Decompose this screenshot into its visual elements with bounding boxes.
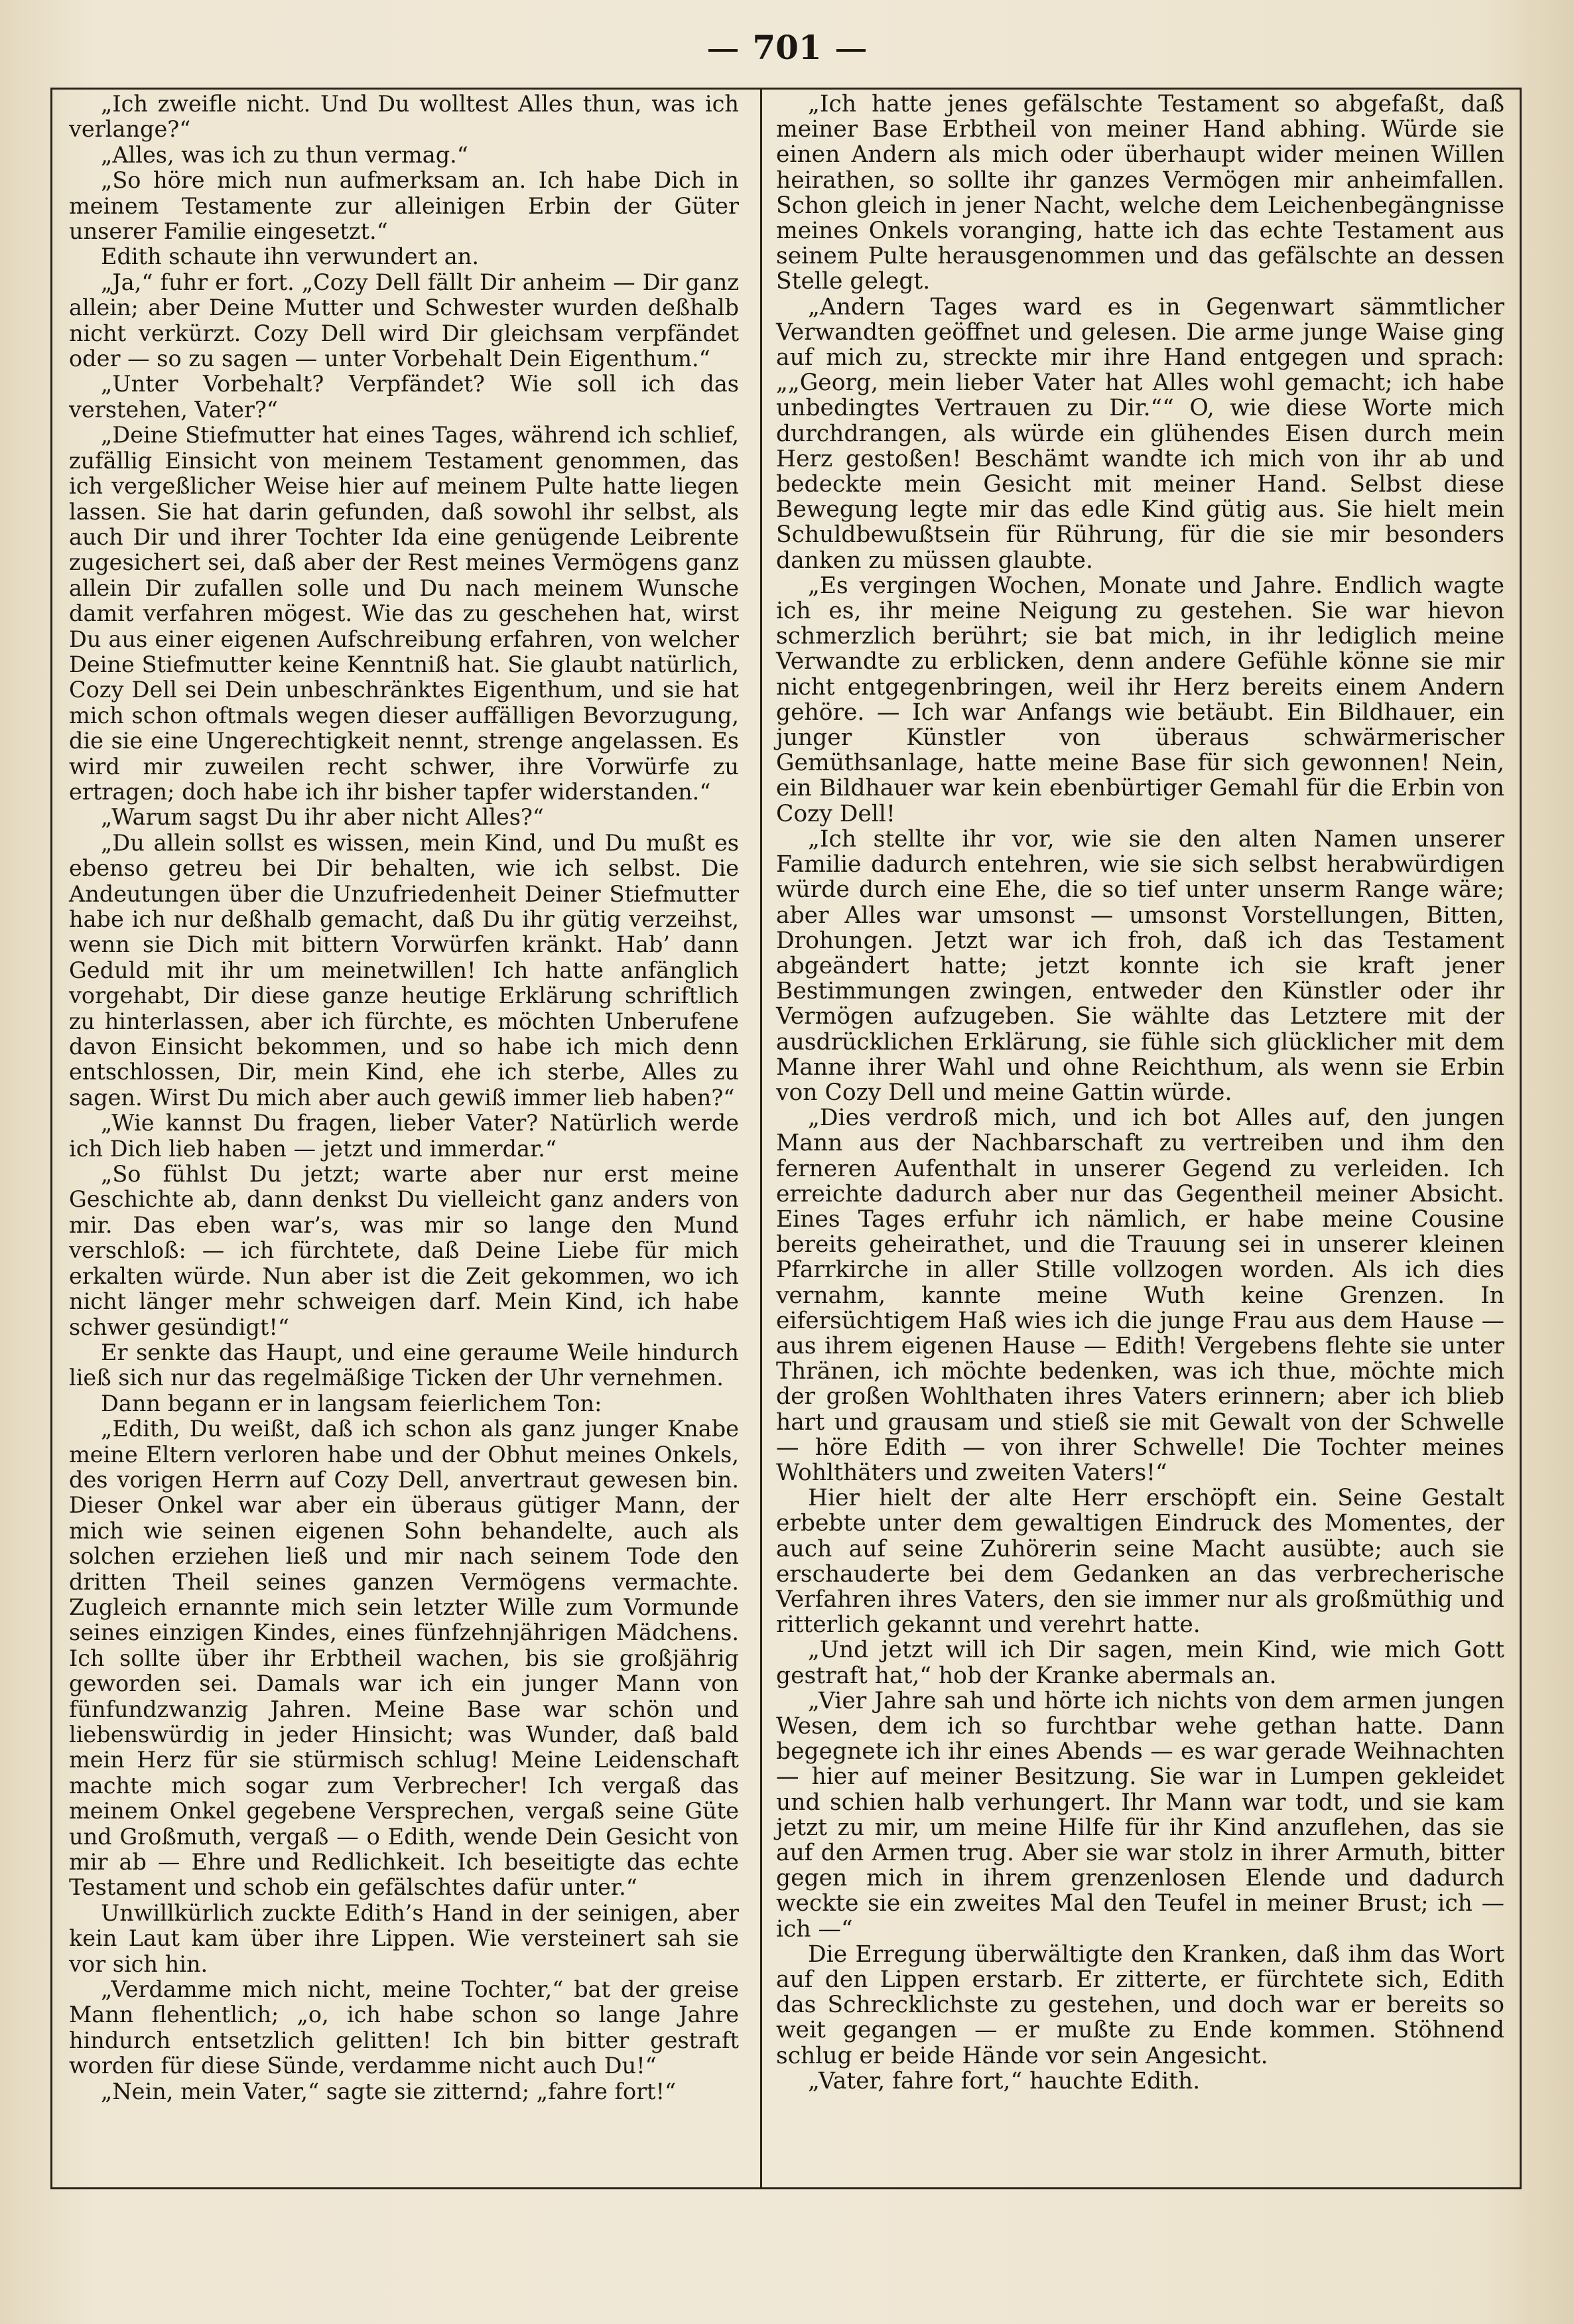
paragraph: „So höre mich nun aufmerksam an. Ich habe Dich in meinem Testamente zur alleinigen Erbin der Güter unserer Familie eingesetzt.“ [69,167,739,245]
column-divider [760,88,762,2189]
paragraph: „Alles, was ich zu thun vermag.“ [101,141,468,168]
page-number: 701 [752,28,822,67]
paragraph: „Vier Jahre sah und hörte ich nichts von dem armen jungen Wesen, dem ich so furchtbar wehe gethan hatte. Dann begegnete ich ihr eines Abends — es war gerade Weihnachten — hier auf meiner Besitzung. Sie war in Lumpen gekleidet und schien halb verhungert. Ihr Mann war todt, und sie kam jetzt zu mir, um meine Hilfe für ihr Kind anzuflehen, das sie auf den Armen trug. Aber sie war stolz in ihrer Armuth, bitter gegen mich in ihrem grenzenlosen Elende und dadurch weckte sie ein zweites Mal den Teufel in meiner Brust; ich — ich —“ [776,1687,1504,1943]
paragraph: „Unter Vorbehalt? Verpfändet? Wie soll ich das verstehen, Vater?“ [69,371,739,423]
paragraph: „Warum sagst Du ihr aber nicht Alles?“ [101,804,544,831]
right-column [776,92,1504,2094]
paragraph: Hier hielt der alte Herr erschöpft ein. Seine Gestalt erbebte unter dem gewaltigen Eindruck des Momentes, der auch auf seine Zuhörerin seine Macht ausübte; auch sie erschauderte bei dem Gedanken an das verbrecherische Verfahren ihres Vaters, den sie immer nur als großmüthig und ritterlich gekannt und verehrt hatte. [776,1485,1504,1639]
paragraph: „So fühlst Du jetzt; warte aber nur erst meine Geschichte ab, dann denkst Du vielleicht ganz anders von mir. Das eben war’s, was mir so lange den Mund verschloß: — ich fürchtete, daß Deine Liebe für mich erkalten würde. Nun aber ist die Zeit gekommen, wo ich nicht länger mehr schweigen darf. Mein Kind, ich habe schwer gesündigt!“ [69,1161,739,1340]
paragraph: „Andern Tages ward es in Gegenwart sämmtlicher Verwandten geöffnet und gelesen. Die arme junge Waise ging auf mich zu, streckte mir ihre Hand entgegen und sprach: „„Georg, mein lieber Vater hat Alles wohl gemacht; ich habe unbedingtes Vertrauen zu Dir.““ O, wie diese Worte mich durchdrangen, als würde ein glühendes Eisen durch mein Herz gestoßen! Beschämt wandte ich mich von ihr ab und bedeckte mein Gesicht mit meiner Hand. Selbst diese Bewegung legte mir das edle Kind gütig aus. Sie hielt mein Schuldbewußtsein für Rührung, für die sie mir besonders danken zu müssen glaubte. [776,293,1504,574]
paragraph: Dann begann er in langsam feierlichem Ton: [101,1390,602,1416]
paragraph: „Ich zweifle nicht. Und Du wolltest Alles thun, was ich verlange?“ [69,91,739,143]
left-column [69,92,739,2104]
paragraph: „Verdamme mich nicht, meine Tochter,“ bat der greise Mann flehentlich; „o, ich habe schon so lange Jahre hindurch entsetzlich gelitten! Ich bin bitter gestraft worden für diese Sünde, verdamme nicht auch Du!“ [69,1976,739,2079]
header-dash-right [836,49,866,52]
paragraph: Edith schaute ihn verwundert an. [101,243,480,270]
paragraph: Er senkte das Haupt, und eine geraume Weile hindurch ließ sich nur das regelmäßige Ticken der Uhr vernehmen. [69,1339,739,1391]
paragraph: „Ich hatte jenes gefälschte Testament so abgefaßt, daß meiner Base Erbtheil von meiner Hand abhing. Würde sie einen Andern als mich oder überhaupt wider meinen Willen heirathen, so sollte ihr ganzes Vermögen mir anheimfallen. Schon gleich in jener Nacht, welche dem Leichenbegängnisse meines Onkels voranging, hatte ich das echte Testament aus seinem Pulte herausgenommen und das gefälschte an dessen Stelle gelegt. [776,91,1504,295]
paragraph: „Wie kannst Du fragen, lieber Vater? Natürlich werde ich Dich lieb haben — jetzt und immerdar.“ [69,1110,739,1162]
page-header [0,15,1574,81]
paragraph: „Du allein sollst es wissen, mein Kind, und Du mußt es ebenso getreu bei Dir behalten, wie ich selbst. Die Andeutungen über die Unzufriedenheit Deiner Stiefmutter habe ich nur deßhalb gemacht, daß Du ihr gütig verzeihst, wenn sie Dich mit bittern Vorwürfen kränkt. Hab’ dann Geduld mit ihr um meinetwillen! Ich hatte anfänglich vorgehabt, Dir diese ganze heutige Erklärung schriftlich zu hinterlassen, aber ich fürchte, es möchten Unberufene davon Einsicht bekommen, und so habe ich mich denn entschlossen, Dir, mein Kind, ehe ich sterbe, Alles zu sagen. Wirst Du mich aber auch gewiß immer lieb haben?“ [69,829,739,1111]
paragraph: „Und jetzt will ich Dir sagen, mein Kind, wie mich Gott gestraft hat,“ hob der Kranke abermals an. [776,1637,1504,1689]
paragraph: Die Erregung überwältigte den Kranken, daß ihm das Wort auf den Lippen erstarb. Er zitterte, er fürchtete sich, Edith das Schrecklichste zu gestehen, und doch war er bereits so weit gegangen — er mußte zu Ende kommen. Stöhnend schlug er beide Hände vor sein Angesicht. [776,1941,1504,2069]
paragraph: „Edith, Du weißt, daß ich schon als ganz junger Knabe meine Eltern verloren habe und der Obhut meines Onkels, des vorigen Herrn auf Cozy Dell, anvertraut gewesen bin. Dieser Onkel war aber ein überaus gütiger Mann, der mich wie seinen eigenen Sohn behandelte, auch als solchen erziehen ließ und mir nach seinem Tode den dritten Theil seines ganzen Vermögens vermachte. Zugleich ernannte mich sein letzter Wille zum Vormunde seines einzigen Kindes, eines fünfzehnjährigen Mädchens. Ich sollte über ihr Erbtheil wachen, bis sie großjährig geworden sei. Damals war ich ein junger Mann von fünfundzwanzig Jahren. Meine Base war schön und liebenswürdig in jeder Hinsicht; was Wunder, daß bald mein Herz für sie stürmisch schlug! Meine Leidenschaft machte mich sogar zum Verbrecher! Ich vergaß das meinem Onkel gegebene Versprechen, vergaß seine Güte und Großmuth, vergaß — o Edith, wende Dein Gesicht von mir ab — Ehre und Redlichkeit. Ich beseitigte das echte Testament und schob ein gefälschtes dafür unter.“ [69,1416,739,1901]
header-dash-left [708,49,738,52]
paragraph: „Ich stellte ihr vor, wie sie den alten Namen unserer Familie dadurch entehren, wie sie sich selbst herabwürdigen würde durch eine Ehe, die so tief unter unserm Range wäre; aber Alles war umsonst — umsonst Vorstellungen, Bitten, Drohungen. Jetzt war ich froh, daß ich das Testament abgeändert hatte; jetzt konnte ich sie kraft jener Bestimmungen zwingen, entweder den Künstler oder ihr Vermögen aufzugeben. Sie wählte das Letztere mit der ausdrücklichen Erklärung, sie fühle sich glücklicher mit dem Manne ihrer Wahl und ohne Reichthum, als wenn sie Erbin von Cozy Dell und meine Gattin würde. [776,825,1504,1106]
paragraph: „Es vergingen Wochen, Monate und Jahre. Endlich wagte ich es, ihr meine Neigung zu gestehen. Sie war hievon schmerzlich berührt; sie bat mich, in ihr lediglich meine Verwandte zu erblicken, denn andere Gefühle könne sie mir nicht entgegenbringen, weil ihr Herz bereits einem Andern gehöre. — Ich war Anfangs wie betäubt. Ein Bildhauer, ein junger Künstler von überaus schwärmerischer Gemüthsanlage, hatte meine Base für sich gewonnen! Nein, ein Bildhauer war kein ebenbürtiger Gemahl für die Erbin von Cozy Dell! [776,572,1504,827]
paragraph: „Vater, fahre fort,“ hauchte Edith. [808,2067,1201,2094]
paragraph: Unwillkürlich zuckte Edith’s Hand in der seinigen, aber kein Laut kam über ihre Lippen. Wie versteinert sah sie vor sich hin. [69,1899,739,1977]
paragraph: „Nein, mein Vater,“ sagte sie zitternd; „fahre fort!“ [101,2078,677,2104]
paragraph: „Dies verdroß mich, und ich bot Alles auf, den jungen Mann aus der Nachbarschaft zu vertreiben und ihm den ferneren Aufenthalt in unserer Gegend zu verleiden. Ich erreichte dadurch aber nur das Gegentheil meiner Absicht. Eines Tages erfuhr ich nämlich, er habe meine Cousine bereits geheirathet, und die Trauung sei in unserer kleinen Pfarrkirche in aller Stille vollzogen worden. Als ich dies vernahm, kannte meine Wuth keine Grenzen. In eifersüchtigem Haß wies ich die junge Frau aus dem Hause — aus ihrem eigenen Hause — Edith! Vergebens flehte sie unter Thränen, ich möchte bedenken, was ich thue, möchte mich der großen Wohlthaten ihres Vaters erinnern; aber ich blieb hart und grausam und stieß sie mit Gewalt von der Schwelle — höre Edith — von ihrer Schwelle! Die Tochter meines Wohlthäters und zweiten Vaters!“ [776,1105,1504,1486]
paragraph: „Deine Stiefmutter hat eines Tages, während ich schlief, zufällig Einsicht von meinem Testament genommen, das ich vergeßlicher Weise hier auf meinem Pulte hatte liegen lassen. Sie hat darin gefunden, daß sowohl ihr selbst, als auch Dir und ihrer Tochter Ida eine genügende Leibrente zugesichert sei, daß aber der Rest meines Vermögens ganz allein Dir zufallen solle und Du nach meinem Wunsche damit verfahren mögest. Wie das zu geschehen hat, wirst Du aus einer eigenen Aufschreibung erfahren, von welcher Deine Stiefmutter keine Kenntniß hat. Sie glaubt natürlich, Cozy Dell sei Dein unbeschränktes Eigenthum, und sie hat mich schon oftmals wegen dieser auffälligen Bevorzugung, die sie eine Ungerechtigkeit nennt, strenge angelassen. Es wird mir zuweilen recht schwer, ihre Vorwürfe zu ertragen; doch habe ich ihr bisher tapfer widerstanden.“ [69,422,739,805]
paragraph: „Ja,“ fuhr er fort. „Cozy Dell fällt Dir anheim — Dir ganz allein; aber Deine Mutter und Schwester wurden deßhalb nicht verkürzt. Cozy Dell wird Dir gleichsam verpfändet oder — so zu sagen — unter Vorbehalt Dein Eigenthum.“ [69,269,739,372]
